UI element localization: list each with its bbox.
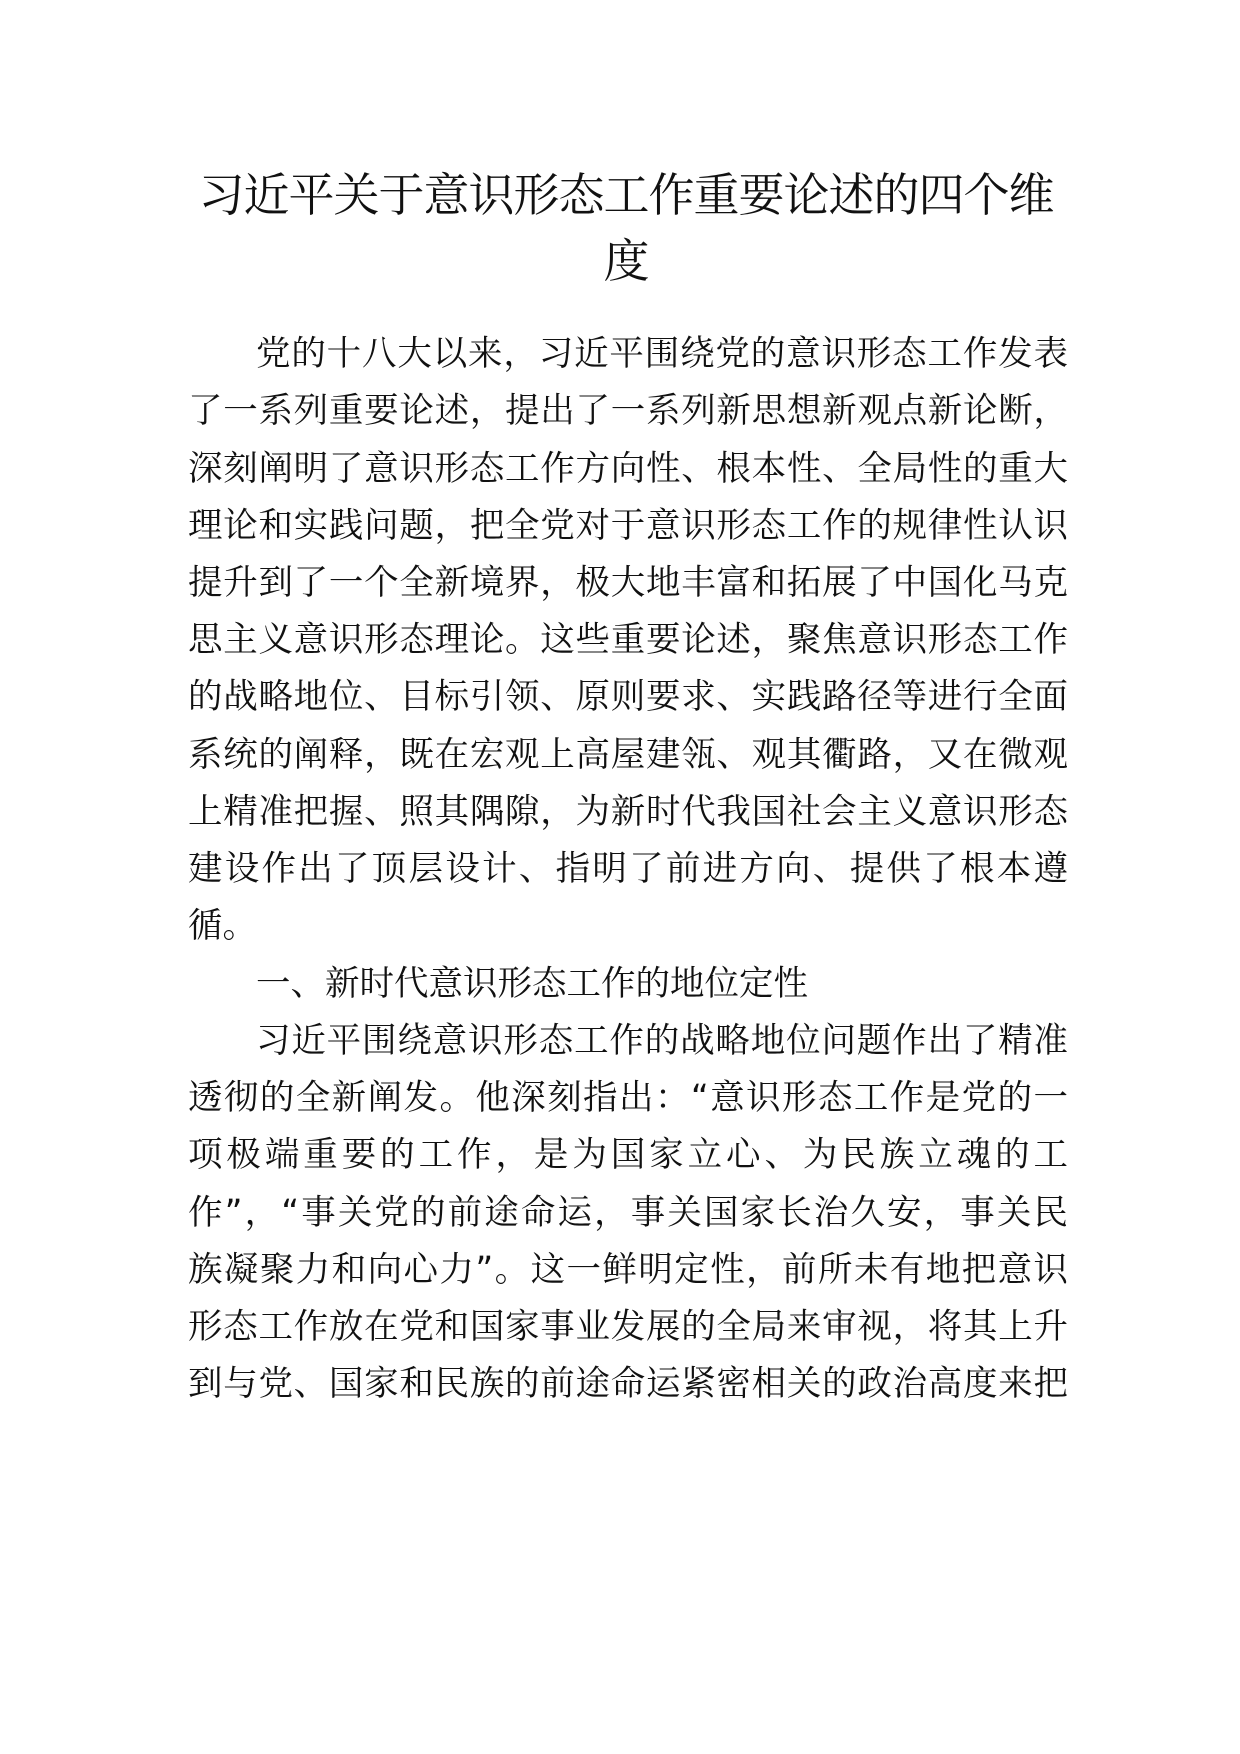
text-line: 项极端重要的工作，是为国家立心、为民族立魂的工 <box>188 1135 1068 1175</box>
text-line: 思主义意识形态理论。这些重要论述，聚焦意识形态工作 <box>188 620 1068 660</box>
text-line: 的战略地位、目标引领、原则要求、实践路径等进行全面 <box>188 677 1068 717</box>
text-line: 建设作出了顶层设计、指明了前进方向、提供了根本遵 <box>188 849 1068 889</box>
text-line: 提升到了一个全新境界，极大地丰富和拓展了中国化马克 <box>188 563 1068 603</box>
text-line: 理论和实践问题，把全党对于意识形态工作的规律性认识 <box>188 506 1068 546</box>
section-heading: 一、新时代意识形态工作的地位定性 <box>256 964 808 1004</box>
text-line: 党的十八大以来，习近平围绕党的意识形态工作发表 <box>256 334 1068 374</box>
text-line: 上精准把握、照其隅隙，为新时代我国社会主义意识形态 <box>188 792 1068 832</box>
text-line: 循。 <box>188 906 257 946</box>
text-line: 了一系列重要论述，提出了一系列新思想新观点新论断， <box>188 391 1068 431</box>
document-title: 习近平关于意识形态工作重要论述的四个维度 <box>198 168 1054 288</box>
text-line: 到与党、国家和民族的前途命运紧密相关的政治高度来把 <box>188 1364 1068 1404</box>
text-line: 形态工作放在党和国家事业发展的全局来审视，将其上升 <box>188 1307 1068 1347</box>
text-line: 作”，“事关党的前途命运，事关国家长治久安，事关民 <box>188 1193 1068 1233</box>
text-line: 系统的阐释，既在宏观上高屋建瓴、观其衢路，又在微观 <box>188 735 1068 775</box>
text-line: 习近平围绕意识形态工作的战略地位问题作出了精准 <box>256 1021 1068 1061</box>
text-line: 深刻阐明了意识形态工作方向性、根本性、全局性的重大 <box>188 449 1068 489</box>
text-line: 族凝聚力和向心力”。这一鲜明定性，前所未有地把意识 <box>188 1250 1068 1290</box>
text-line: 透彻的全新阐发。他深刻指出：“意识形态工作是党的一 <box>188 1078 1068 1118</box>
